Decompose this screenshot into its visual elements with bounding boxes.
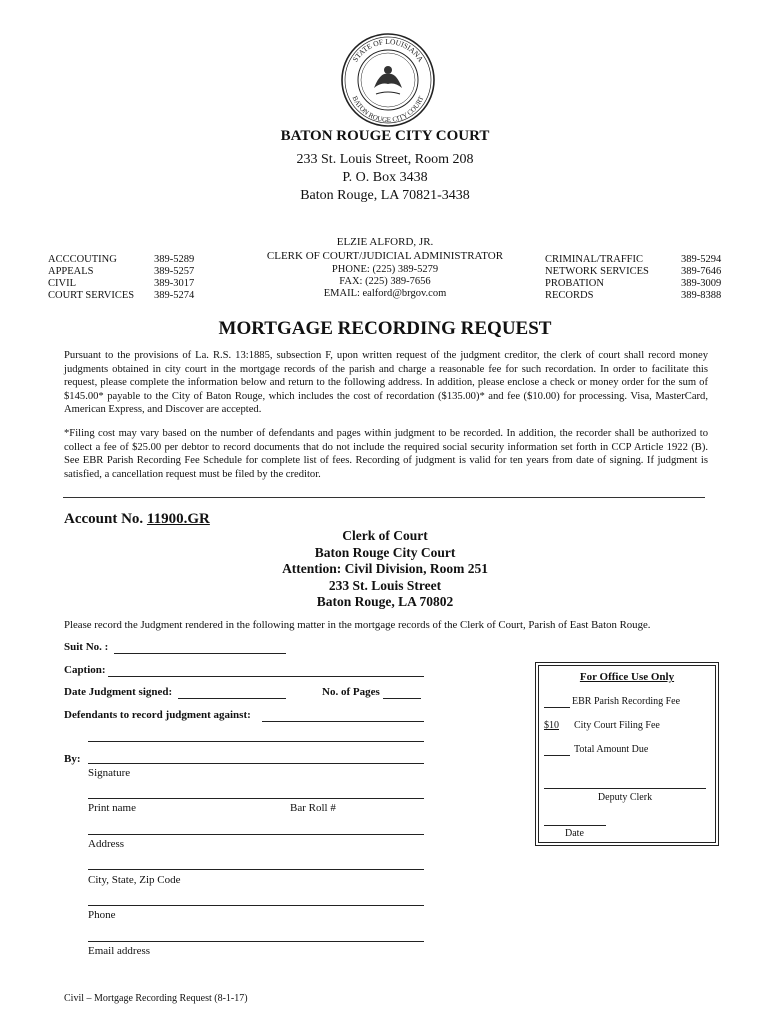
directory-row [48,278,194,290]
deputy-label: Deputy Clerk [597,792,653,803]
clerk-title: CLERK OF COURT/JUDICIAL ADMINISTRATOR [266,250,504,262]
mail-line: Baton Rouge, LA 70802 [316,594,454,609]
caption-label: Caption: [64,664,106,676]
print-name-field[interactable] [88,798,424,799]
defendants-label: Defendants to record judgment against: [64,709,251,721]
directory-row [545,266,721,278]
ebr-fee-label: EBR Parish Recording Fee [572,696,681,707]
account-label: Account No. [64,511,147,527]
svg-text:BATON ROUGE CITY COURT: BATON ROUGE CITY COURT [350,94,426,125]
phone-label: Phone [88,909,116,921]
dept-phone: 389-5294 [681,254,722,265]
suit-no-field[interactable] [114,653,286,654]
directory-row [545,290,721,302]
dept-phone: 389-8388 [681,290,722,301]
mail-line: Baton Rouge City Court [314,544,456,560]
court-seal-logo [340,32,436,128]
deputy-field[interactable] [544,788,706,789]
address-line-1: 233 St. Louis Street, Room 208 [296,152,474,167]
total-label: Total Amount Due [574,744,649,755]
instruction-text: Please record the Judgment rendered in the following matter in the mortgage records of the Clerk of Court, Parish of East Baton Rouge. [64,619,651,631]
address-line-2: P. O. Box 3438 [342,170,428,185]
dept-name: NETWORK SERVICES [545,266,649,277]
num-pages-field[interactable] [383,698,421,699]
date-field[interactable] [544,825,606,826]
signature-label: Signature [88,767,131,779]
date-signed-label: Date Judgment signed: [64,686,173,698]
dept-phone: 389-7646 [681,266,722,277]
mail-line: 233 St. Louis Street [328,577,442,593]
dept-name: PROBATION [545,278,604,289]
address-field[interactable] [88,834,424,835]
account-number [64,511,210,528]
dept-phone: 389-5274 [154,290,195,301]
bar-roll-label: Bar Roll # [290,802,336,814]
city-fee-amount: $10 [544,720,559,731]
dept-name: APPEALS [48,266,94,277]
total-field[interactable] [544,755,570,756]
ebr-fee-field[interactable] [544,707,570,708]
clerk-phone: PHONE: (225) 389-5279 [331,264,439,275]
clerk-email[interactable]: EMAIL: ealford@brgov.com [323,288,447,299]
address-line-3: Baton Rouge, LA 70821-3438 [300,188,470,203]
svg-text:STATE OF LOUISIANA: STATE OF LOUISIANA [350,36,426,64]
left-directory [48,254,194,302]
date-signed-field[interactable] [178,698,286,699]
city-state-zip-field[interactable] [88,869,424,870]
dept-phone: 389-3017 [154,278,195,289]
city-state-zip-label: City, State, Zip Code [88,874,181,886]
directory-row [48,266,194,278]
city-fee-label: City Court Filing Fee [574,720,660,731]
form-title: MORTGAGE RECORDING REQUEST [218,318,552,339]
dept-phone: 389-5289 [154,254,195,265]
directory-row [545,278,721,290]
divider [63,497,705,498]
clerk-name: ELZIE ALFORD, JR. [336,236,434,248]
office-use-box [535,662,719,846]
intro-paragraph: Pursuant to the provisions of La. R.S. 13:1885, subsection F, upon written request of the judgment creditor, the clerk of court shall record money judgments obtained in city court in the mortgage records of the parish and charge a reasonable fee for such recordation. In order to facilitate this request, please complete the information below and return to the following address. In addition, please enclose a check or money order for the sum of $145.00* payable to the City of Baton Rouge, which includes the cost of recordation ($135.00)* and fee ($10.00) for processing. Visa, MasterCard, American Express, and Discover are accepted. [64,350,708,415]
dept-name: CRIMINAL/TRAFFIC [545,254,644,265]
fee-note-paragraph: *Filing cost may vary based on the number of defendants and pages within judgment to be recorded. In addition, the recorder shall be authorized to collect a fee of $25.00 per debtor to record documents that do not include the required social security information set forth in CCP Article 1922 (B). See EBR Parish Recording Fee Schedule for complete list of fees. Recording of judgment is valid for ten years from date of signing. If judgment is satisfied, a cancellation request must be filed by the creditor. [64,428,708,480]
dept-name: ACCCOUTING [48,254,117,265]
num-pages-label: No. of Pages [322,686,380,698]
date-label: Date [565,828,584,839]
caption-field[interactable] [108,676,424,677]
defendants-field-2[interactable] [88,741,424,742]
dept-name: RECORDS [545,290,594,301]
mail-line: Clerk of Court [342,528,428,543]
signature-field[interactable] [88,763,424,764]
right-directory [545,254,721,302]
defendants-field-1[interactable] [262,721,424,722]
email-label: Email address [88,945,151,957]
court-name: BATON ROUGE CITY COURT [280,128,490,144]
office-use-inner [538,665,716,843]
address-label: Address [88,838,125,850]
phone-field[interactable] [88,905,424,906]
directory-row [48,290,194,302]
suit-no-label: Suit No. : [64,641,109,653]
email-field[interactable] [88,941,424,942]
office-use-title: For Office Use Only [579,671,675,683]
dept-phone: 389-5257 [154,266,195,277]
account-value: 11900.GR [146,511,210,527]
directory-row [545,254,721,266]
by-label: By: [64,753,81,765]
dept-phone: 389-3009 [681,278,722,289]
directory-row [48,254,194,266]
mailing-address [0,528,770,611]
dept-name: COURT SERVICES [48,290,135,301]
print-name-label: Print name [88,802,136,814]
mail-line: Attention: Civil Division, Room 251 [282,561,488,576]
footer-text: Civil – Mortgage Recording Request (8-1-17) [64,993,248,1004]
clerk-fax: FAX: (225) 389-7656 [339,276,431,287]
dept-name: CIVIL [48,278,76,289]
